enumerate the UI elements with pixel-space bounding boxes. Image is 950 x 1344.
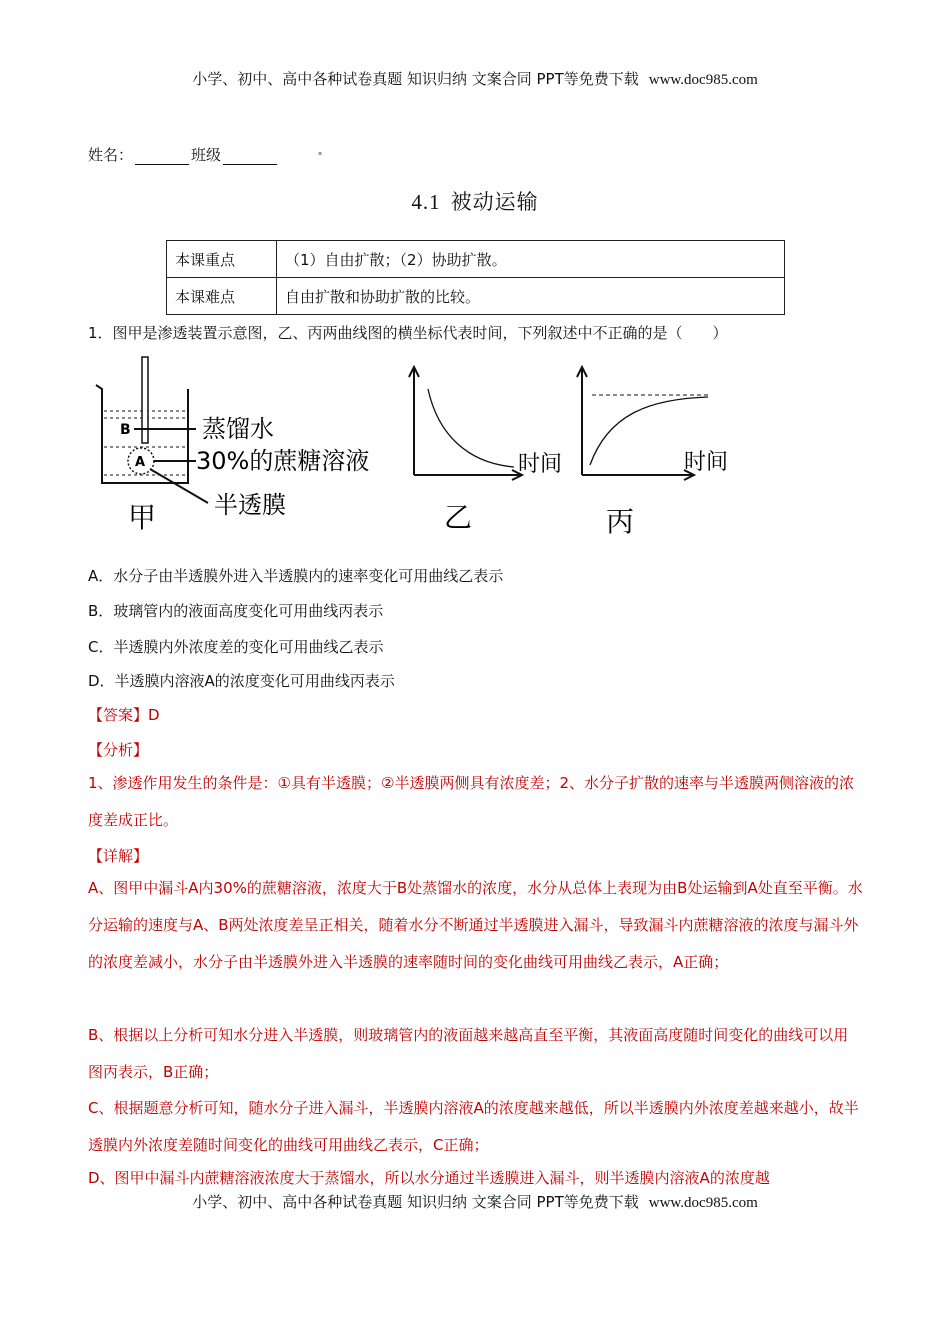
name-label: 姓名： [88, 146, 134, 164]
figure-bing-label: 丙 [606, 505, 635, 538]
difficulty-value: 自由扩散和协助扩散的比较。 [277, 278, 785, 315]
detail-c: C、根据题意分析可知，随水分子进入漏斗，半透膜内溶液A的浓度越来越低，所以半透膜内外浓度差越来越小，故半透膜内外浓度差随时间变化的曲线可用曲线乙表示，C正确； [88, 1099, 859, 1154]
decreasing-curve [428, 389, 514, 467]
yi-time-label: 时间 [518, 452, 563, 477]
option-a[interactable]: A．水分子由半透膜外进入半透膜内的速率变化可用曲线乙表示 [88, 567, 504, 585]
page-header [0, 68, 950, 89]
curve-yi-chart [409, 367, 562, 534]
water-label: 蒸馏水 [202, 415, 274, 443]
name-blank[interactable] [135, 148, 189, 165]
label-a: A [135, 455, 146, 470]
class-label: 班级 [191, 146, 222, 164]
focus-value: （1）自由扩散；（2）协助扩散。 [277, 241, 785, 278]
page-footer [0, 1191, 950, 1212]
osmosis-figure [88, 355, 768, 545]
analysis-text: 1、渗透作用发生的条件是：①具有半透膜；②半透膜两侧具有浓度差；2、水分子扩散的速率与半透膜两侧溶液的浓度差成正比。 [88, 774, 854, 829]
curve-bing-chart [577, 367, 728, 538]
detail-d: D、图甲中漏斗内蔗糖溶液浓度大于蒸馏水，所以水分通过半透膜进入漏斗，则半透膜内溶液A的浓度越 [88, 1169, 770, 1187]
page-title [0, 186, 950, 216]
lesson-focus-table [166, 240, 785, 315]
analysis-label: 【分析】 [88, 741, 149, 759]
solution-label: 30%的蔗糖溶液 [196, 447, 370, 475]
table-row [167, 278, 785, 315]
detail-b: B、根据以上分析可知水分进入半透膜，则玻璃管内的液面越来越高直至平衡，其液面高度随时间变化的曲线可以用图丙表示，B正确； [88, 1026, 849, 1081]
title-text: 被动运输 [450, 190, 539, 214]
detail-label: 【详解】 [88, 847, 149, 865]
footer-text: 小学、初中、高中各种试卷真题 知识归纳 文案合同 PPT等免费下载 [192, 1193, 639, 1211]
question-stem: 1．图甲是渗透装置示意图，乙、丙两曲线图的横坐标代表时间，下列叙述中不正确的是（ ） [88, 324, 728, 342]
table-row [167, 241, 785, 278]
header-text: 小学、初中、高中各种试卷真题 知识归纳 文案合同 PPT等免费下载 [192, 70, 639, 88]
label-b: B [120, 422, 131, 438]
option-d[interactable]: D．半透膜内溶液A的浓度变化可用曲线丙表示 [88, 672, 395, 690]
answer-label: 【答案】D [88, 706, 160, 724]
difficulty-key: 本课难点 [167, 278, 277, 315]
figure-yi-label: 乙 [444, 501, 473, 534]
apparatus-diagram [96, 357, 369, 534]
paragraph-mark: ▪ [318, 150, 323, 157]
title-number: 4.1 [411, 190, 441, 214]
figure-jia-label: 甲 [128, 501, 157, 534]
student-info-line [88, 144, 277, 165]
header-url[interactable]: www.doc985.com [648, 72, 758, 88]
footer-url[interactable]: www.doc985.com [648, 1195, 758, 1211]
option-c[interactable]: C．半透膜内外浓度差的变化可用曲线乙表示 [88, 638, 384, 656]
focus-key: 本课重点 [167, 241, 277, 278]
detail-a: A、图甲中漏斗A内30%的蔗糖溶液，浓度大于B处蒸馏水的浓度，水分从总体上表现为由B处运输到A处直至平衡。水分运输的速度与A、B两处浓度差呈正相关，随着水分不断通过半透膜进入漏斗，导致漏斗内蔗糖溶液的浓度与漏斗外的浓度差减小，水分子由半透膜外进入半透膜的速率随时间的变化曲线可用曲线乙表示，A正确； [88, 879, 863, 971]
membrane-label: 半透膜 [214, 491, 286, 519]
class-blank[interactable] [223, 148, 277, 165]
option-b[interactable]: B．玻璃管内的液面高度变化可用曲线丙表示 [88, 602, 384, 620]
bing-time-label: 时间 [684, 450, 729, 475]
